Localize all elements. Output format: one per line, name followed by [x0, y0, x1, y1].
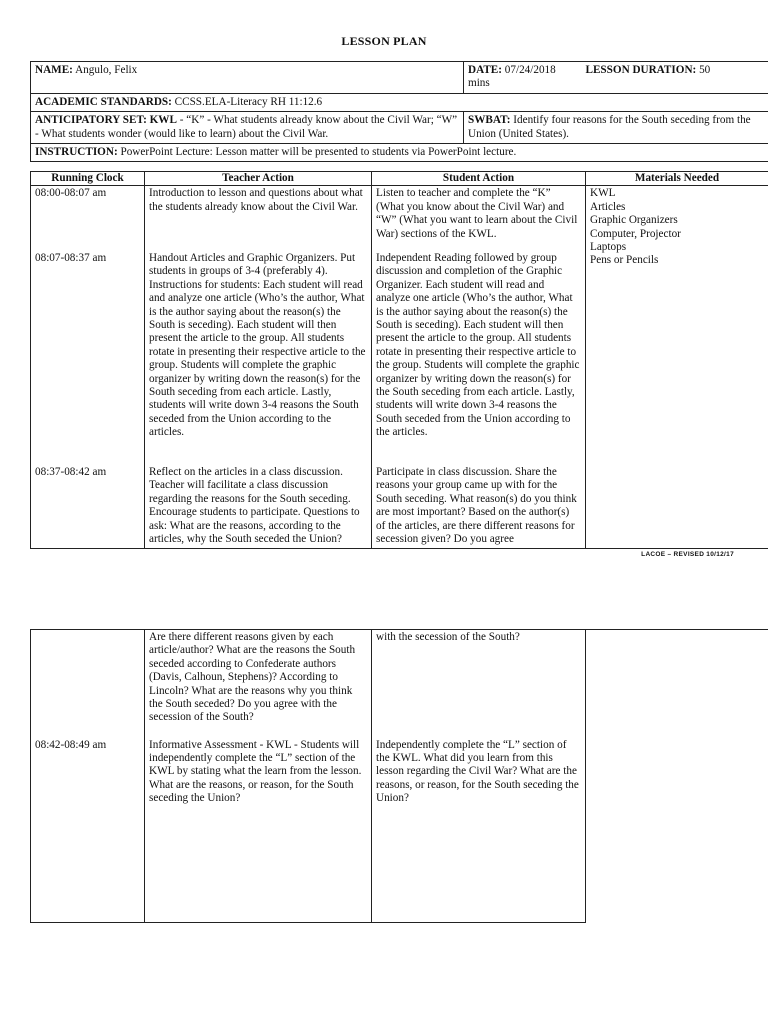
swbat-label: SWBAT:: [468, 114, 511, 127]
student-action-cell: Participate in class discussion. Share the reasons your group came up with for the South seceding. What reason(s) do you think are most important? Based on the author(s) of the articles, are there different reasons for secession given? Do you agree: [372, 465, 586, 549]
swbat-value: Identify four reasons for the South seceding from the Union (United States).: [468, 114, 751, 140]
clock-cell: 08:37-08:42 am: [31, 465, 145, 549]
student-action-cell: Listen to teacher and complete the “K” (What you know about the Civil War) and “W” (What you want to learn about the Civil War) sections of the KWL.: [372, 186, 586, 251]
instruction-value: PowerPoint Lecture: Lesson matter will be presented to students via PowerPoint lecture.: [120, 146, 517, 159]
student-action-cell: Independently complete the “L” section of the KWL. What did you learn from this lesson regarding the Civil War? What are the reasons, or reason, for the South seceding the Union?: [372, 738, 586, 923]
column-header-student-action: Student Action: [372, 172, 586, 186]
name-cell: [31, 62, 464, 94]
student-action-cell: Independent Reading followed by group discussion and completion of the Graphic Organizer. Each student will read and analyze one article (Who’s the author, What is the author saying about the reason(s) the South is seceding). Each student will then present the article to the group. All students rotate in presenting their respective article to the group. Students will complete the graphic organizer by writing down the reason(s) for the South seceding from each article. Lastly, students will write down 3-4 reasons the South seceded from the Union according to the articles.: [372, 251, 586, 465]
standards-value: CCSS.ELA-Literacy RH 11:12.6: [174, 95, 323, 108]
teacher-action-cell: Reflect on the articles in a class discussion. Teacher will facilitate a class discussion regarding the reasons for the South seceding. Encourage students to participate. Questions to ask: What are the reasons, according to the articles, why the South seceded the Union?: [145, 465, 372, 549]
table-row: [31, 630, 768, 738]
clock-cell: 08:07-08:37 am: [31, 251, 145, 465]
anticipatory-value: - “K” - What students already know about the Civil War; “W” - What students wonder (would like to learn) about the Civil War.: [35, 114, 458, 140]
duration-cell: [582, 62, 768, 94]
teacher-action-cell: Are there different reasons given by each article/author? What are the reasons the South seceded according to Confederate authors (Davis, Calhoun, Stephens)? According to Lincoln? What are the reasons why you think the South seceded? Do you agree with the secession of the South?: [145, 630, 372, 738]
instruction-label: INSTRUCTION:: [35, 146, 118, 159]
lesson-plan-table: [30, 171, 768, 549]
teacher-action-cell: Handout Articles and Graphic Organizers. Put students in groups of 3-4 (preferably 4). Instructions for students: Each student will read and analyze one article (Who’s the author, What is the author saying about the reason(s) the South is seceding). Each student will then present the article to the group. All students rotate in presenting their respective article to the group. Students will complete the graphic organizer by writing down the reason(s) for the South seceding from each article. Lastly, students will write down 3-4 reasons the South seceded from the Union according to the articles.: [145, 251, 372, 465]
date-label: DATE:: [468, 64, 502, 76]
name-label: NAME:: [35, 64, 73, 76]
swbat-cell: [464, 112, 768, 144]
duration-label: LESSON DURATION:: [585, 64, 697, 76]
student-action-cell: with the secession of the South?: [372, 630, 586, 738]
anticipatory-label: ANTICIPATORY SET: KWL: [35, 114, 177, 127]
teacher-action-cell: Informative Assessment - KWL - Students will independently complete the “L” section of the KWL by stating what the learn from the lesson. What are the reasons, or reason, for the South seceding the Union?: [145, 738, 372, 923]
date-cell: [464, 62, 582, 94]
column-header-teacher-action: Teacher Action: [145, 172, 372, 186]
table-row: [31, 186, 768, 251]
page-title: LESSON PLAN: [341, 34, 427, 48]
instruction-cell: [31, 144, 768, 162]
column-header-running-clock: Running Clock: [31, 172, 145, 186]
duration-value: 50: [699, 64, 711, 76]
standards-label: ACADEMIC STANDARDS:: [35, 95, 172, 108]
date-value: 07/24/2018 mins: [468, 64, 556, 90]
clock-cell: 08:00-08:07 am: [31, 186, 145, 251]
revision-footer: LACOE – REVISED 10/12/17: [641, 551, 734, 558]
lesson-plan-table-continued: [30, 629, 768, 923]
standards-cell: [31, 93, 768, 111]
anticipatory-cell: [31, 112, 464, 144]
name-value: Angulo, Felix: [75, 64, 138, 76]
materials-cell: [586, 630, 768, 923]
lesson-header-table: [30, 61, 768, 162]
table-header-row: [31, 172, 768, 186]
teacher-action-cell: Introduction to lesson and questions about what the students already know about the Civil War.: [145, 186, 372, 251]
clock-cell: 08:42-08:49 am: [31, 738, 145, 923]
clock-cell: [31, 630, 145, 738]
materials-cell: KWL Articles Graphic Organizers Computer, Projector Laptops Pens or Pencils: [586, 186, 768, 549]
column-header-materials-needed: Materials Needed: [586, 172, 768, 186]
